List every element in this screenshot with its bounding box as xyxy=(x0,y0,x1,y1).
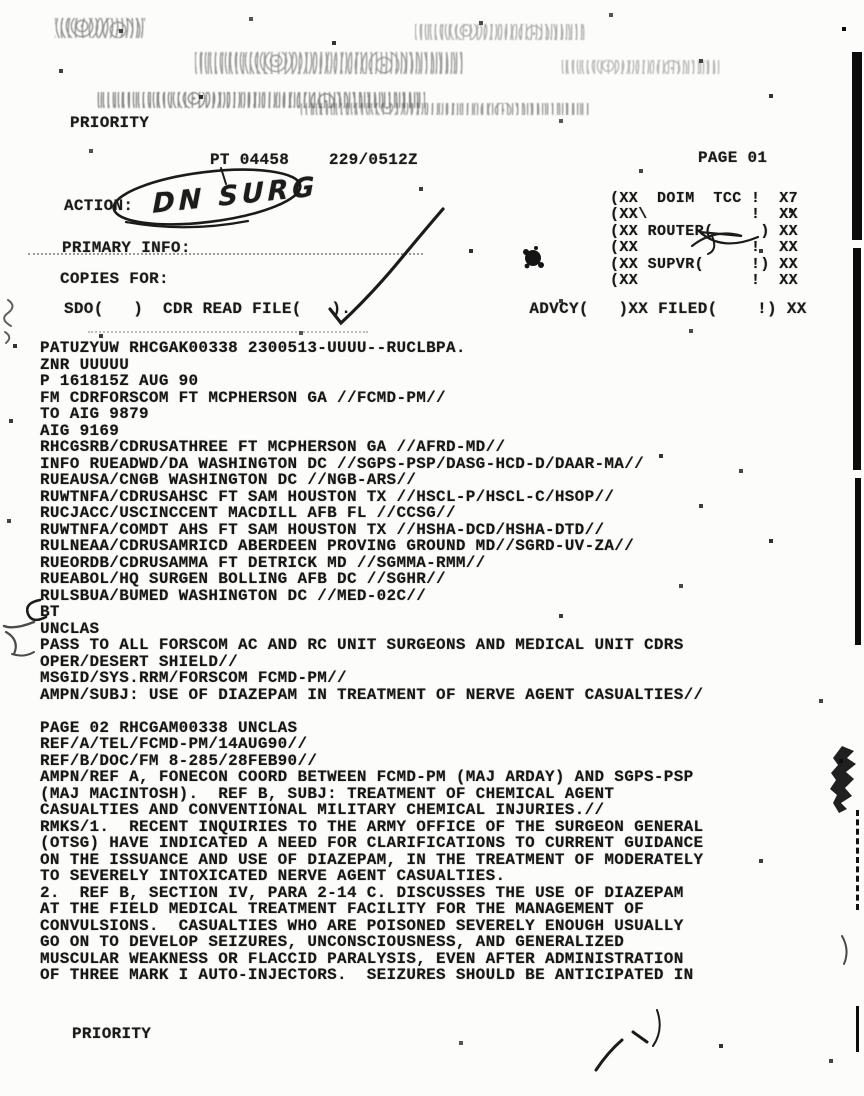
message-body-line: OPER/DESERT SHIELD// xyxy=(40,652,239,671)
message-body-line: RUWTNFA/COMDT AHS FT SAM HOUSTON TX //HSHA-DCD/HSHA-DTD// xyxy=(40,520,605,539)
routing-row: (XX SUPVR( !) XX xyxy=(610,255,799,273)
message-body-line: RUEORDB/CDRUSAMMA FT DETRICK MD //SGMMA-RMM// xyxy=(40,553,486,572)
footer-pen-dash xyxy=(633,1032,647,1042)
message-body-line: UNCLAS xyxy=(40,619,100,638)
scan-edge-dot xyxy=(842,27,846,31)
message-body-line: REF/B/DOC/FM 8-285/28FEB90// xyxy=(40,751,318,770)
message-body-line: INFO RUEADWD/DA WASHINGTON DC //SGPS-PSP/DASG-HCD-D/DAAR-MA// xyxy=(40,454,644,473)
scan-edge-bar xyxy=(853,248,861,470)
message-body-line: GO ON TO DEVELOP SEIZURES, UNCONSCIOUSNESS, AND GENERALIZED xyxy=(40,933,625,951)
action-label: ACTION: xyxy=(64,197,134,215)
scan-edge-dashes xyxy=(856,810,859,910)
message-body-line: PATUZYUW RHCGAK00338 2300513-UUUU--RUCLBPA. xyxy=(40,339,466,357)
message-body-line: CASUALTIES AND CONVENTIONAL MILITARY CHEMICAL INJURIES.// xyxy=(40,801,605,819)
primary-info-label: PRIMARY INFO: xyxy=(62,239,191,257)
message-body-line: RUCJACC/USCINCCENT MACDILL AFB FL //CCSG// xyxy=(40,504,456,522)
message-body-line: AMPN/SUBJ: USE OF DIAZEPAM IN TREATMENT OF NERVE AGENT CASUALTIES// xyxy=(40,685,704,704)
routing-row: (XX ! XX xyxy=(610,272,799,290)
scan-speckles xyxy=(0,0,2,2)
message-body-line: P 161815Z AUG 90 xyxy=(40,372,199,390)
footer-pen-slash xyxy=(596,1040,622,1070)
message-body-line: RULNEAA/CDRUSAMRICD ABERDEEN PROVING GROUND MD//SGRD-UV-ZA// xyxy=(40,537,635,555)
message-body-line: MSGID/SYS.RRM/FORSCOM FCMD-PM// xyxy=(40,669,347,687)
message-body-line: RHCGSRB/CDRUSATHREE FT MCPHERSON GA //AFRD-MD// xyxy=(40,438,506,456)
message-body-line: RUEAUSA/CNGB WASHINGTON DC //NGB-ARS// xyxy=(40,471,417,489)
message-body-line: RMKS/1. RECENT INQUIRIES TO THE ARMY OFFICE OF THE SURGEON GENERAL xyxy=(40,817,704,836)
ink-blob xyxy=(523,246,544,268)
message-body-line xyxy=(40,703,703,720)
routing-row: (XX\ ! XX xyxy=(610,206,799,224)
message-body-line: AIG 9169 xyxy=(40,421,120,440)
message-body xyxy=(40,340,703,984)
priority-label-top: PRIORITY xyxy=(70,114,150,132)
scan-edge-bar xyxy=(852,52,862,240)
message-body-line: 2. REF B, SECTION IV, PARA 2-14 C. DISCUSSES THE USE OF DIAZEPAM xyxy=(40,883,684,902)
message-body-line: BT xyxy=(40,603,60,621)
message-body-line: RUWTNFA/CDRUSAHSC FT SAM HOUSTON TX //HSCL-P/HSCL-C/HSOP// xyxy=(40,487,615,506)
message-body-line: PAGE 02 RHCGAM00338 UNCLAS xyxy=(40,718,298,737)
message-body-line: (OTSG) HAVE INDICATED A NEED FOR CLARIFICATIONS TO CURRENT GUIDANCE xyxy=(40,834,704,852)
message-body-line: AT THE FIELD MEDICAL TREATMENT FACILITY FOR THE MANAGEMENT OF xyxy=(40,900,644,918)
scan-edge-blob xyxy=(830,746,856,813)
routing-stamp-column xyxy=(610,191,798,289)
scan-noise-smudge xyxy=(415,24,585,40)
page-number-label: PAGE 01 xyxy=(698,149,768,167)
scan-noise-smudge xyxy=(560,60,720,74)
priority-label-bottom: PRIORITY xyxy=(72,1025,152,1043)
message-body-line: FM CDRFORSCOM FT MCPHERSON GA //FCMD-PM// xyxy=(40,388,446,407)
message-body-line: OF THREE MARK I AUTO-INJECTORS. SEIZURES SHOULD BE ANTICIPATED IN xyxy=(40,966,694,984)
handwritten-action-note: DN SURG xyxy=(152,171,319,220)
dtg-line: PT 04458 229/0512Z xyxy=(210,151,418,169)
scan-noise-smudge xyxy=(195,52,465,74)
scan-noise-smudge xyxy=(55,18,145,38)
message-body-line: (MAJ MACINTOSH). REF B, SUBJ: TREATMENT OF CHEMICAL AGENT xyxy=(40,784,615,803)
sdo-cdr-read-file-line: SDO( ) CDR READ FILE( ). ADVCY( )XX FILED( !) XX xyxy=(64,300,807,318)
message-body-line: TO SEVERELY INTOXICATED NERVE AGENT CASUALTIES. xyxy=(40,867,506,885)
message-body-line: ON THE ISSUANCE AND USE OF DIAZEPAM, IN THE TREATMENT OF MODERATELY xyxy=(40,850,704,869)
scan-edge-bar xyxy=(856,1006,859,1052)
routing-row: (XX DOIM TCC ! X7 xyxy=(610,190,799,207)
message-body-line: TO AIG 9879 xyxy=(40,405,149,423)
scan-edge-bar xyxy=(855,478,861,645)
message-body-line: REF/A/TEL/FCMD-PM/14AUG90// xyxy=(40,735,308,753)
routing-row: (XX ROUTER( ) XX xyxy=(610,222,799,240)
message-body-line: ZNR UUUUU xyxy=(40,355,130,374)
copies-for-label: COPIES FOR: xyxy=(60,270,169,288)
scan-noise-smudge xyxy=(300,103,590,115)
footer-pen-hook xyxy=(653,1010,660,1046)
message-body-line: MUSCULAR WEAKNESS OR FLACCID PARALYSIS, EVEN AFTER ADMINISTRATION xyxy=(40,949,684,968)
message-body-line: CONVULSIONS. CASUALTIES WHO ARE POISONED SEVERELY ENOUGH USUALLY xyxy=(40,916,684,935)
message-body-line: RULSBUA/BUMED WASHINGTON DC //MED-02C// xyxy=(40,586,427,605)
routing-row: (XX ! XX xyxy=(610,239,799,257)
message-body-line: AMPN/REF A, FONECON COORD BETWEEN FCMD-PM (MAJ ARDAY) AND SGPS-PSP xyxy=(40,768,694,786)
message-body-line: PASS TO ALL FORSCOM AC AND RC UNIT SURGEONS AND MEDICAL UNIT CDRS xyxy=(40,636,684,654)
scan-divider-smudge xyxy=(88,331,368,333)
message-body-line: RUEABOL/HQ SURGEN BOLLING AFB DC //SGHR// xyxy=(40,570,446,588)
